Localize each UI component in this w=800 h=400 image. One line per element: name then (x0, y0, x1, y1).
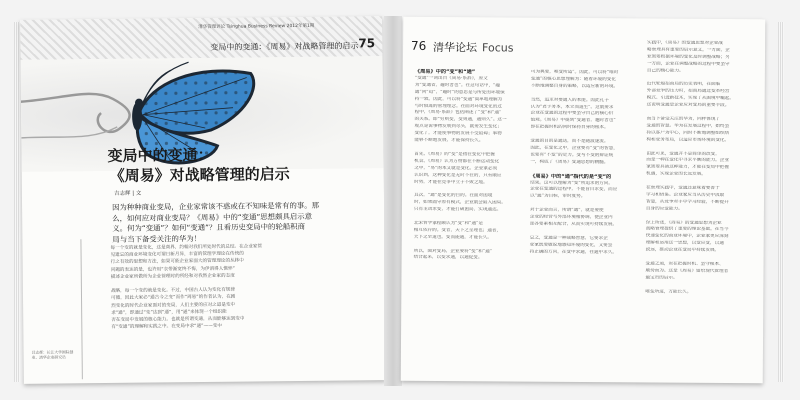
text-line: 变通的目的是通达，而不是随波逐流。 (530, 138, 609, 145)
section-focus: Focus (482, 41, 514, 55)
text-line: 对于企业而言，所谓“通”，就是要使 (529, 207, 604, 214)
text-line: 的关系。即“穷则变，变则通，通则久”。这一 (414, 117, 507, 123)
text-column-1 (413, 69, 527, 370)
text-line: 由此可见，变通并不是简单的改变， (646, 150, 720, 157)
text-line: 以“通”为目标，审时度势。 (530, 193, 586, 200)
text-line: 家需要具备这种能力，才能在变局中把握 (646, 164, 729, 171)
text-line: 机遇，实现企业的长远发展。 (646, 171, 706, 178)
page-number-left: 75 (358, 36, 376, 51)
text-line: 当然，追求对要通人的本能。因此孔子 (530, 97, 609, 103)
text-line: 企业的经营与外部环境相协调，使企业内 (529, 214, 613, 221)
text-line: 持正确的方向，在变中求通，在通中求久。 (529, 249, 617, 255)
text-line: 变通之道，贵在把握时机、坚守根本、 (645, 261, 724, 267)
byline: 吉志辉 | 文 (113, 190, 142, 197)
lead-line: 局与当下备受关注的华为！ (112, 233, 202, 244)
text-line: 有“变通”的理解和实践之中。在变局中求“通”——变中 (111, 324, 222, 331)
text-line: 自身的应变能力。 (645, 206, 683, 212)
right-page-edge (778, 22, 784, 382)
text-line: 只有主动求变，才能打破困局、实现通达。 (413, 206, 502, 213)
article-title-line2: 《周易》对战略管理的启示 (109, 165, 290, 185)
text-line: 外部竞争的压力时，招商局通过变革经营 (646, 88, 730, 95)
page-number-right: 76 (411, 38, 427, 53)
text-line: 否在变局中发展的核心能力。也就是所谓变通，从而能够达到变中 (111, 316, 245, 323)
text-line: 烈变化的时代企业家面对的变局，人们主要的应对之道是变中 (111, 302, 236, 309)
text-line: 每一个变的就是变化，这是商界，约翰对我们所处时代的总结。在企业家管 (110, 244, 263, 251)
text-line: 因此，在变化之中，企业要有“变”的智慧， (530, 145, 618, 152)
left-page-edge (14, 22, 20, 382)
text-line: 自己的核心能力。 (646, 68, 684, 74)
text-line: 近代轮船招商局的历史表明，在面临 (646, 81, 721, 88)
text-line: 业需要根据环境的变化及时调整战略；另 (646, 54, 730, 60)
text-line: 其次，“通”是变化的目的。在面对困境 (414, 193, 493, 199)
text-line: 结果。这可以理解为“变”所追求的方向。 (530, 180, 613, 186)
text-line: 变通”的核心思想理解为：随着环境的变化 (530, 76, 616, 83)
text-line: 相互依存的。变者，天下之至理也；通者， (413, 227, 502, 234)
text-line: “变通”一词出自《周易·系辞》，原文 (414, 75, 488, 82)
text-line: 求“通”，即通过“变”达到“通”，用“通”来体现一个组织能 (111, 309, 227, 316)
body-column (110, 242, 379, 377)
text-line: 天下之至道也。变而能通，才能长久。 (413, 234, 492, 241)
text-line: 机会。《周易》认为万物都在不断运动变化 (414, 158, 500, 165)
lead-line: 么，如何应对商业变局？《周易》中的“变通”思想颇具启示意 (112, 211, 313, 223)
text-line: 总之，变通是一种战略智慧，它要求企 (529, 235, 608, 241)
text-line: 战略，每一个变的就是变化。不过，中国古人认为变化有规律 (110, 287, 236, 295)
text-line: 理解和运用这一思想，以变应变，以通 (645, 240, 724, 247)
text-line: 认为“君子务本，本立而道生”。这就要求 (530, 104, 614, 110)
lead-paragraph (112, 200, 380, 245)
author-caption: 吕志辉：长江大学国际创业、清华企业研究员 (31, 349, 74, 360)
text-line: 变化了，才能使事物的发展不受阻碍；事物 (414, 130, 502, 137)
text-line: 而是一种在变化中寻求平衡的能力。企业 (646, 157, 729, 164)
text-line: 学习和借鉴。企业家应当从历史中汲取 (646, 192, 725, 198)
text-line: 综上所述，《周易》的变通思想为企业 (645, 220, 722, 226)
text-line: 也要有“不变”的定力。变与不变的辩证统 (530, 152, 614, 159)
text-line: 不断地调整自身的策略，以适应新的环境。 (530, 83, 619, 90)
header-pattern (20, 16, 382, 60)
text-column-3 (645, 40, 759, 371)
subheading: 《周易》中的“通”指代的是“变”的 (530, 173, 612, 180)
text-line: 可为典要，唯变所适”。因此，可以将“唯时 (530, 69, 619, 76)
left-page (20, 16, 386, 384)
text-line: 持以客户为中心，同时不断地调整组织结 (646, 130, 730, 136)
text-line: 见遗忘的商业环境变化可谓日新月异，丰富的管理学理论在传统的 (110, 251, 244, 259)
right-page (401, 17, 766, 384)
text-line: 可循，因此大家必“通古今之变”而作“周易”的作者认为，在剧 (111, 295, 236, 302)
text-line: 持一致。因此，可以将“变通”简单地理解为 (414, 96, 503, 103)
text-line: 智慧，从竞争对手中学习经验，不断提升 (645, 199, 729, 205)
text-line: 认识到，这种变化是无时不在的，只有顺应 (414, 172, 502, 179)
text-line: 这说明变通是企业应对变局的重要手段。 (646, 102, 730, 109)
running-head: 变局中的变通：《周易》对战略管理的启示 (210, 41, 359, 52)
text-line: 快速变化的商业环境中，企业家更应深刻 (645, 233, 729, 240)
text-line: 战略管理提供了重要的理论基础。在当今 (645, 226, 729, 233)
text-line: 在管理实践中，变通还意味着要善于 (646, 185, 720, 191)
journal-header: 清华管理评论 Tsinghua Business Review 2012年第1期 (198, 23, 315, 31)
text-line: 描述企业家所做所为企业管理时的所经和对我然企业家的态度 (110, 273, 235, 280)
text-line: 变通的智慧。华为在发展过程中，始终坚 (646, 123, 730, 129)
text-line: 问题的表达的是，也许用“衣带渐宽终不悔，为伊消得人憔悴” (110, 266, 235, 273)
text-line: 略管理具有重要的启示意义。一方面，企 (647, 47, 730, 53)
text-line: 北宋哲学家程颐认为“变”和“通”是 (413, 220, 484, 227)
spine-gutter (384, 16, 402, 386)
text-line: 观点是说事物发展到尽头，就要发生变化； (414, 124, 502, 130)
text-line: 一方面，企业在调整战略的过程中要坚守 (646, 61, 730, 67)
lead-line: 因为种种商业变局，企业家常该不惑或在不知味是常有的事。那 (112, 200, 320, 212)
text-line: 所以，面对变局，企业要将“变”和“通” (413, 248, 493, 254)
text-line: 为“变通者，趣时者也”。在这句话中，“趣 (414, 82, 501, 89)
text-line: 能够不断地发展，才能保持长久。 (414, 137, 484, 144)
text-line: 企业在变通的过程中要坚守自己的核心价 (530, 111, 614, 117)
text-line: 通”同“趋”，“趣时”的意思是与所处的环境保 (414, 89, 505, 96)
text-line: 业家既要敏锐地感知环境的变化，又要坚 (529, 242, 613, 248)
text-line: 即在把握时机的同时保持自身的根本。 (530, 124, 609, 131)
section-title (433, 39, 514, 56)
text-line: 之中，“易”的本义就是变化。企业家必须 (414, 165, 498, 172)
lead-line: 义。何为“变通”？如何“变通”？且看历史变局中的轮船积商 (112, 221, 306, 233)
text-line: 致远，推动企业在变局中持续发展。 (645, 247, 720, 254)
text-line: 一，构成了《周易》变通思想的精髓。 (530, 159, 609, 165)
text-line: 值观。《周易》中提到“变通者，趣时者也” (530, 117, 616, 124)
text-column-2 (529, 70, 643, 371)
text-line: 程中，《周易·系辞》包括阐述了“变”和“通” (414, 110, 502, 116)
text-line: 构和业务布局，以适应市场环境的变化。 (646, 137, 730, 143)
text-line: 行之有效的思想和方法，如果可能企业家面大的管理理论的丛林中 (110, 258, 244, 266)
text-line: 最宝贵的启示。 (645, 275, 678, 281)
text-line: 部各要素相互配合，从而实现可持续发展。 (529, 221, 618, 228)
subheading: 《周易》中的“变”和“通” (414, 68, 476, 76)
text-line: 时，如果固守原有模式，企业就会陷入困局。 (413, 200, 506, 206)
column-rule (80, 239, 82, 379)
text-line: 结合起来，以变求通，以通促变。 (413, 255, 483, 261)
text-line: 时势，才能在竞争中立于不败之地。 (414, 179, 488, 185)
text-line: 与时俱进的管理理念。在面对环境变化的过 (414, 103, 502, 109)
text-line: 顺势而为。这是《周易》留给现代管理者 (645, 268, 729, 274)
article-title-line1: 变局中的变通： (107, 145, 213, 165)
text-line: 唯变所适，方能长久。 (645, 289, 692, 295)
text-line: 实践中，《周易》的变通思想对企业战 (647, 40, 723, 46)
text-line: 首先，《周易》的“变”是指在变化中把握 (414, 151, 495, 158)
text-line: 而当下备受关注的华为，同样体现了 (646, 116, 721, 122)
text-line: 企业在变通的过程中，不能盲目求变，而应 (530, 187, 618, 193)
text-line: 模式、引进新技术，实现了从困境中崛起。 (646, 95, 735, 102)
section-name: 清华论坛 (433, 40, 478, 55)
